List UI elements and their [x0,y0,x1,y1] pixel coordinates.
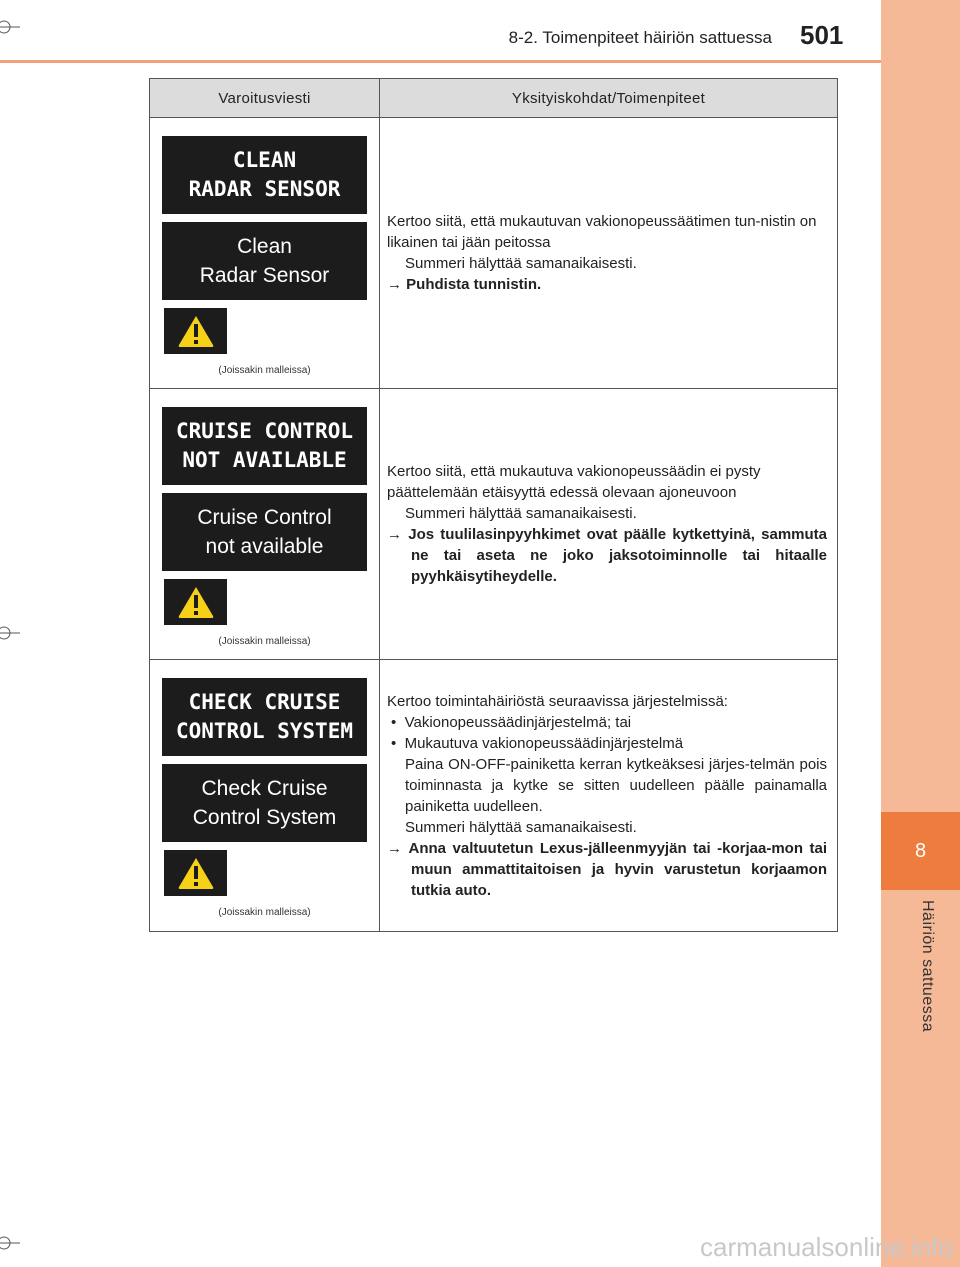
message-line: CRUISE CONTROL [175,419,353,443]
action-instruction [387,838,827,901]
table-header [150,79,837,118]
list-item-text: Mukautuva vakionopeussäädinjärjestelmä [404,734,684,752]
action-instruction [387,524,827,587]
display-message-mixed [162,493,367,571]
image-caption: (Joissakin malleissa) [218,636,311,647]
warning-triangle-icon [177,585,215,619]
list-item: • Mukautuva vakionopeussäädinjärjestelmä [391,734,684,752]
column-header-warning-message: Varoitusviesti [150,79,380,117]
right-arrow-icon: → [387,839,409,857]
description: Kertoo siitä, että mukautuvan vakionopeussäätimen tun-nistin on likainen tai jään peitossa [387,213,817,251]
chapter-sidebar [881,0,960,1267]
watermark: carmanualsonline.info [700,1232,953,1262]
message-line: NOT AVAILABLE [182,448,347,472]
buzzer-note: Summeri hälyttää samanaikaisesti. [405,255,637,272]
action-instruction [387,274,827,295]
warning-images-cell [150,118,380,388]
table-row [150,389,837,660]
warning-triangle-icon [177,856,215,890]
action-text: Jos tuulilasinpyyhkimet ovat päälle kytkettyinä, sammuta ne tai aseta ne joko jaksotoiminnolle tai hitaalle pyyhkäisytiheydelle. [408,526,827,585]
display-message-caps [162,136,367,214]
display-message-caps [162,407,367,485]
details-cell [380,389,837,659]
message-line: RADAR SENSOR [188,177,341,201]
message-line: not available [205,535,324,558]
instruction-note: Paina ON-OFF-painiketta kerran kytkeäksesi järjes-telmän pois toiminnasta ja kytke se sitten uudelleen päälle painamalla painiketta uudelleen. [405,755,827,815]
list-item: • Vakionopeussäädinjärjestelmä; tai [391,713,632,731]
details-cell [380,118,837,388]
registration-crosshair-icon [0,1228,20,1258]
description: Kertoo toimintahäiriöstä seuraavissa järjestelmissä: [387,692,728,710]
message-line: Radar Sensor [199,264,330,287]
table-row [150,118,837,389]
page-number: 501 [800,20,844,50]
right-arrow-icon: → [387,526,409,543]
message-line: CHECK CRUISE [188,690,341,714]
action-text: Anna valtuutetun Lexus-jälleenmyyjän tai -korjaa-mon tai muun ammattitaitoisen ja hyvin varustetun korjaamon tutkia auto. [408,839,827,899]
message-line: CLEAN [232,148,297,172]
table-row [150,660,837,931]
display-message-caps [162,678,367,756]
section-title: 8-2. Toimenpiteet häiriön sattuessa [508,28,772,47]
registration-crosshair-icon [0,618,20,648]
warning-images-cell [150,389,380,659]
warning-display [164,579,227,625]
buzzer-note: Summeri hälyttää samanaikaisesti. [405,818,637,836]
chapter-number-tab [881,812,960,890]
header-rule [0,60,881,63]
buzzer-note: Summeri hälyttää samanaikaisesti. [405,505,637,522]
message-line: Check Cruise [201,777,328,800]
warning-images-cell [150,660,380,931]
message-line: CONTROL SYSTEM [175,719,353,743]
list-item-text: Vakionopeussäädinjärjestelmä; tai [404,713,632,731]
message-line: Clean [237,235,292,258]
image-caption: (Joissakin malleissa) [218,365,311,376]
right-arrow-icon: → [387,276,407,293]
registration-crosshair-icon [0,12,20,42]
display-message-mixed [162,764,367,842]
warning-display [164,850,227,896]
warning-triangle-icon [177,314,215,348]
action-text: Puhdista tunnistin. [406,276,542,293]
warning-message-table [149,78,838,932]
chapter-number: 8 [914,839,927,862]
column-header-details-actions: Yksityiskohdat/Toimenpiteet [511,89,706,107]
display-message-mixed [162,222,367,300]
message-line: Cruise Control [197,506,332,529]
warning-display [164,308,227,354]
message-line: Control System [192,806,337,829]
details-cell [380,660,837,931]
description: Kertoo siitä, että mukautuva vakionopeussäädin ei pysty päättelemään etäisyyttä edessä olevaan ajoneuvoon [387,463,761,501]
image-caption: (Joissakin malleissa) [218,907,311,918]
chapter-label: Häiriön sattuessa [919,900,936,1033]
